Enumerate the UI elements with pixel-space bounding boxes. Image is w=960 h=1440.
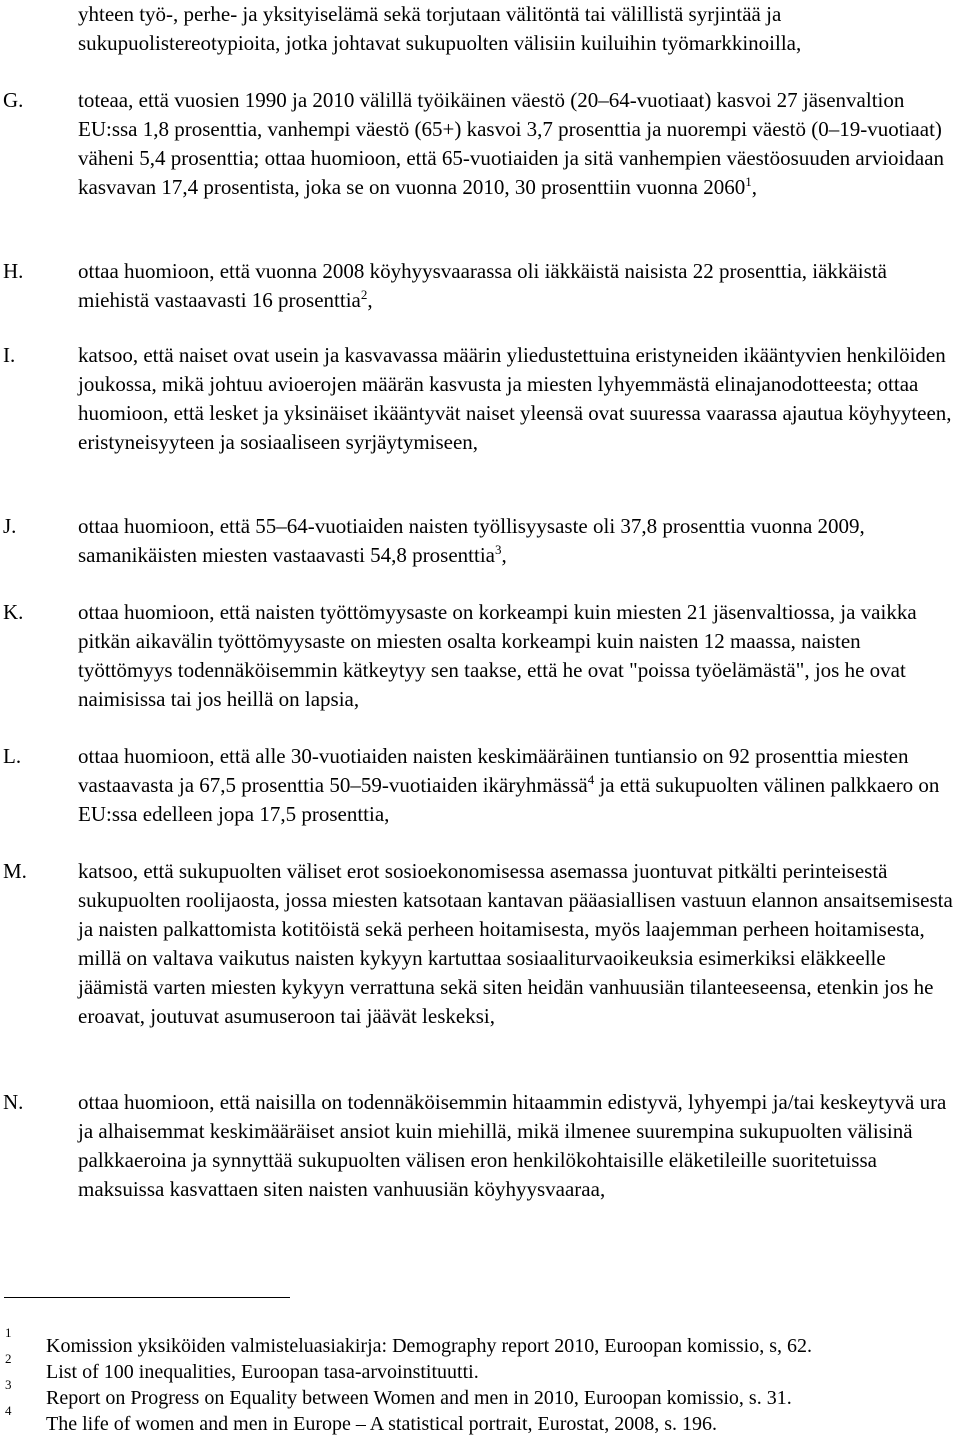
footnote-number: 1 [5,1325,12,1340]
footnote-number: 3 [5,1377,12,1392]
paragraph-text [78,512,953,570]
footnote-ref[interactable]: 2 [360,287,368,302]
paragraph-letter: J. [3,514,17,538]
paragraph-k [0,598,958,714]
footnote-separator [4,1297,290,1298]
footnote-number: 2 [5,1351,12,1366]
paragraph-letter: L. [3,744,22,768]
paragraph-g [0,86,958,202]
footnote-text: Report on Progress on Equality between Women and men in 2010, Euroopan komissio, s. 31. [46,1387,792,1409]
paragraph-tail: , [751,175,757,199]
paragraph-text [78,1088,953,1204]
paragraph-tail: , [501,543,507,567]
paragraph-letter: G. [3,88,24,112]
paragraph-text [78,742,953,829]
paragraph-j [0,512,958,570]
paragraph-letter: N. [3,1090,24,1114]
paragraph-letter: I. [3,343,16,367]
paragraph-tail: , [367,288,373,312]
continuation-text: yhteen työ-, perhe- ja yksityiselämä sekä torjutaan välitöntä tai välillistä syrjintää ja sukupuolistereotypioita, jotka johtavat sukupuolten välisiin kuiluihin työmarkkinoilla, [78,2,802,55]
footnote-ref[interactable]: 4 [587,772,595,787]
footnote-text: The life of women and men in Europe – A statistical portrait, Eurostat, 2008, s. 196. [46,1413,717,1435]
footnote-ref[interactable]: 3 [494,542,502,557]
footnotes [0,1325,958,1437]
paragraph-n [0,1088,958,1204]
paragraph-text [78,857,953,1031]
paragraph-letter: K. [3,600,24,624]
paragraph-text [78,257,953,315]
footnote-2 [0,1351,958,1385]
paragraph-text [78,598,953,714]
paragraph-body: ottaa huomioon, että 55–64-vuotiaiden naisten työllisyysaste oli 37,8 prosenttia vuonna 2009, samanikäisten miesten vastaavasti 54,8 prosenttia [78,514,865,567]
paragraph-letter: H. [3,259,24,283]
paragraph-body: toteaa, että vuosien 1990 ja 2010 välillä työikäinen väestö (20–64-vuotiaat) kasvoi 27 jäsenvaltion EU:ssa 1,8 prosenttia, vanhempi väestö (65+) kasvoi 3,7 prosenttia ja nuorempi väestö (0–19-vuotiaat) väheni 5,4 prosenttia; ottaa huomioon, että 65-vuotiaiden ja sitä vanhempien väestöosuuden arvioidaan kasvavan 17,4 prosentista, joka se on vuonna 2010, 30 prosenttiin vuonna 2060 [78,88,945,199]
paragraph-letter: M. [3,859,27,883]
paragraph-i [0,341,958,457]
paragraph-l [0,742,958,829]
paragraph-body: ottaa huomioon, että naisilla on todennäköisemmin hitaammin edistyvä, lyhyempi ja/tai keskeytyvä ura ja alhaisemmat keskimääräiset ansiot kuin miehillä, mikä ilmenee suurempina sukupuolten välisinä palkkaeroina ja synnyttää sukupuolten välisen eron henkilökohtaisille eläketileille suoritetuissa maksuissa kasvattaen siten naisten vanhuusiän köyhyysvaaraa, [78,1090,947,1201]
footnote-text: List of 100 inequalities, Euroopan tasa-arvoinstituutti. [46,1361,479,1383]
paragraph-body: ottaa huomioon, että vuonna 2008 köyhyysvaarassa oli iäkkäistä naisista 22 prosenttia, iäkkäistä miehistä vastaavasti 16 prosenttia [78,259,887,312]
paragraph-body: katsoo, että sukupuolten väliset erot sosioekonomisessa asemassa juontuvat pitkälti perinteisestä sukupuolten roolijaosta, jossa miesten katsotaan kantavan pääasiallisen vastuun elannon ansaitsemisesta ja naisten palkattomista kotitöistä sekä perheen hoitamisesta, myös laajemman perheen hoitamisesta, millä on valtava vaikutus naisten kykyyn kartuttaa sosiaaliturvaoikeuksia esimerkiksi eläkkeelle jäämistä varten miesten kykyyn verrattuna sekä siten heidän vanhuusiän tilanteeseensa, etenkin jos he eroavat, joutuvat asumuseroon tai jäävät leskeksi, [78,859,953,1028]
footnote-ref[interactable]: 1 [745,174,752,189]
footnote-1 [0,1325,958,1359]
paragraph-text [78,86,953,202]
footnote-3 [0,1377,958,1411]
paragraph-m [0,857,958,1031]
footnote-text: Komission yksiköiden valmisteluasiakirja: Demography report 2010, Euroopan komissio, s, 62. [46,1335,813,1357]
footnote-number: 4 [5,1403,12,1418]
paragraph-body: ottaa huomioon, että naisten työttömyysaste on korkeampi kuin miesten 21 jäsenvaltiossa, ja vaikka pitkän aikavälin työttömyysaste on miesten osalta korkeampi kuin naisten 12 maassa, naisten työttömyys todennäköisemmin kätkeytyy sen taakse, että he ovat "poissa työelämästä", jos he ovat naimisissa tai jos heillä on lapsia, [78,600,917,711]
paragraph-tail: ja että sukupuolten välinen palkkaero on EU:ssa edelleen jopa 17,5 prosenttia, [78,773,940,826]
footnote-4 [0,1403,958,1437]
paragraph-body: katsoo, että naiset ovat usein ja kasvavassa määrin yliedustettuina eristyneiden ikääntyvien henkilöiden joukossa, mikä johtuu avioerojen määrän kasvusta ja miesten lyhyemmästä elinajanodotteesta; ottaa huomioon, että lesket ja yksinäiset ikääntyvät naiset yleensä ovat suuressa vaarassa ajautua köyhyyteen, eristyneisyyteen ja sosiaaliseen syrjäytymiseen, [78,343,952,454]
paragraph-text [78,341,953,457]
paragraph-h [0,257,958,315]
paragraph-body: ottaa huomioon, että alle 30-vuotiaiden naisten keskimääräinen tuntiansio on 92 prosenttia miesten vastaavasta ja 67,5 prosenttia 50–59-vuotiaiden ikäryhmässä [78,744,909,797]
